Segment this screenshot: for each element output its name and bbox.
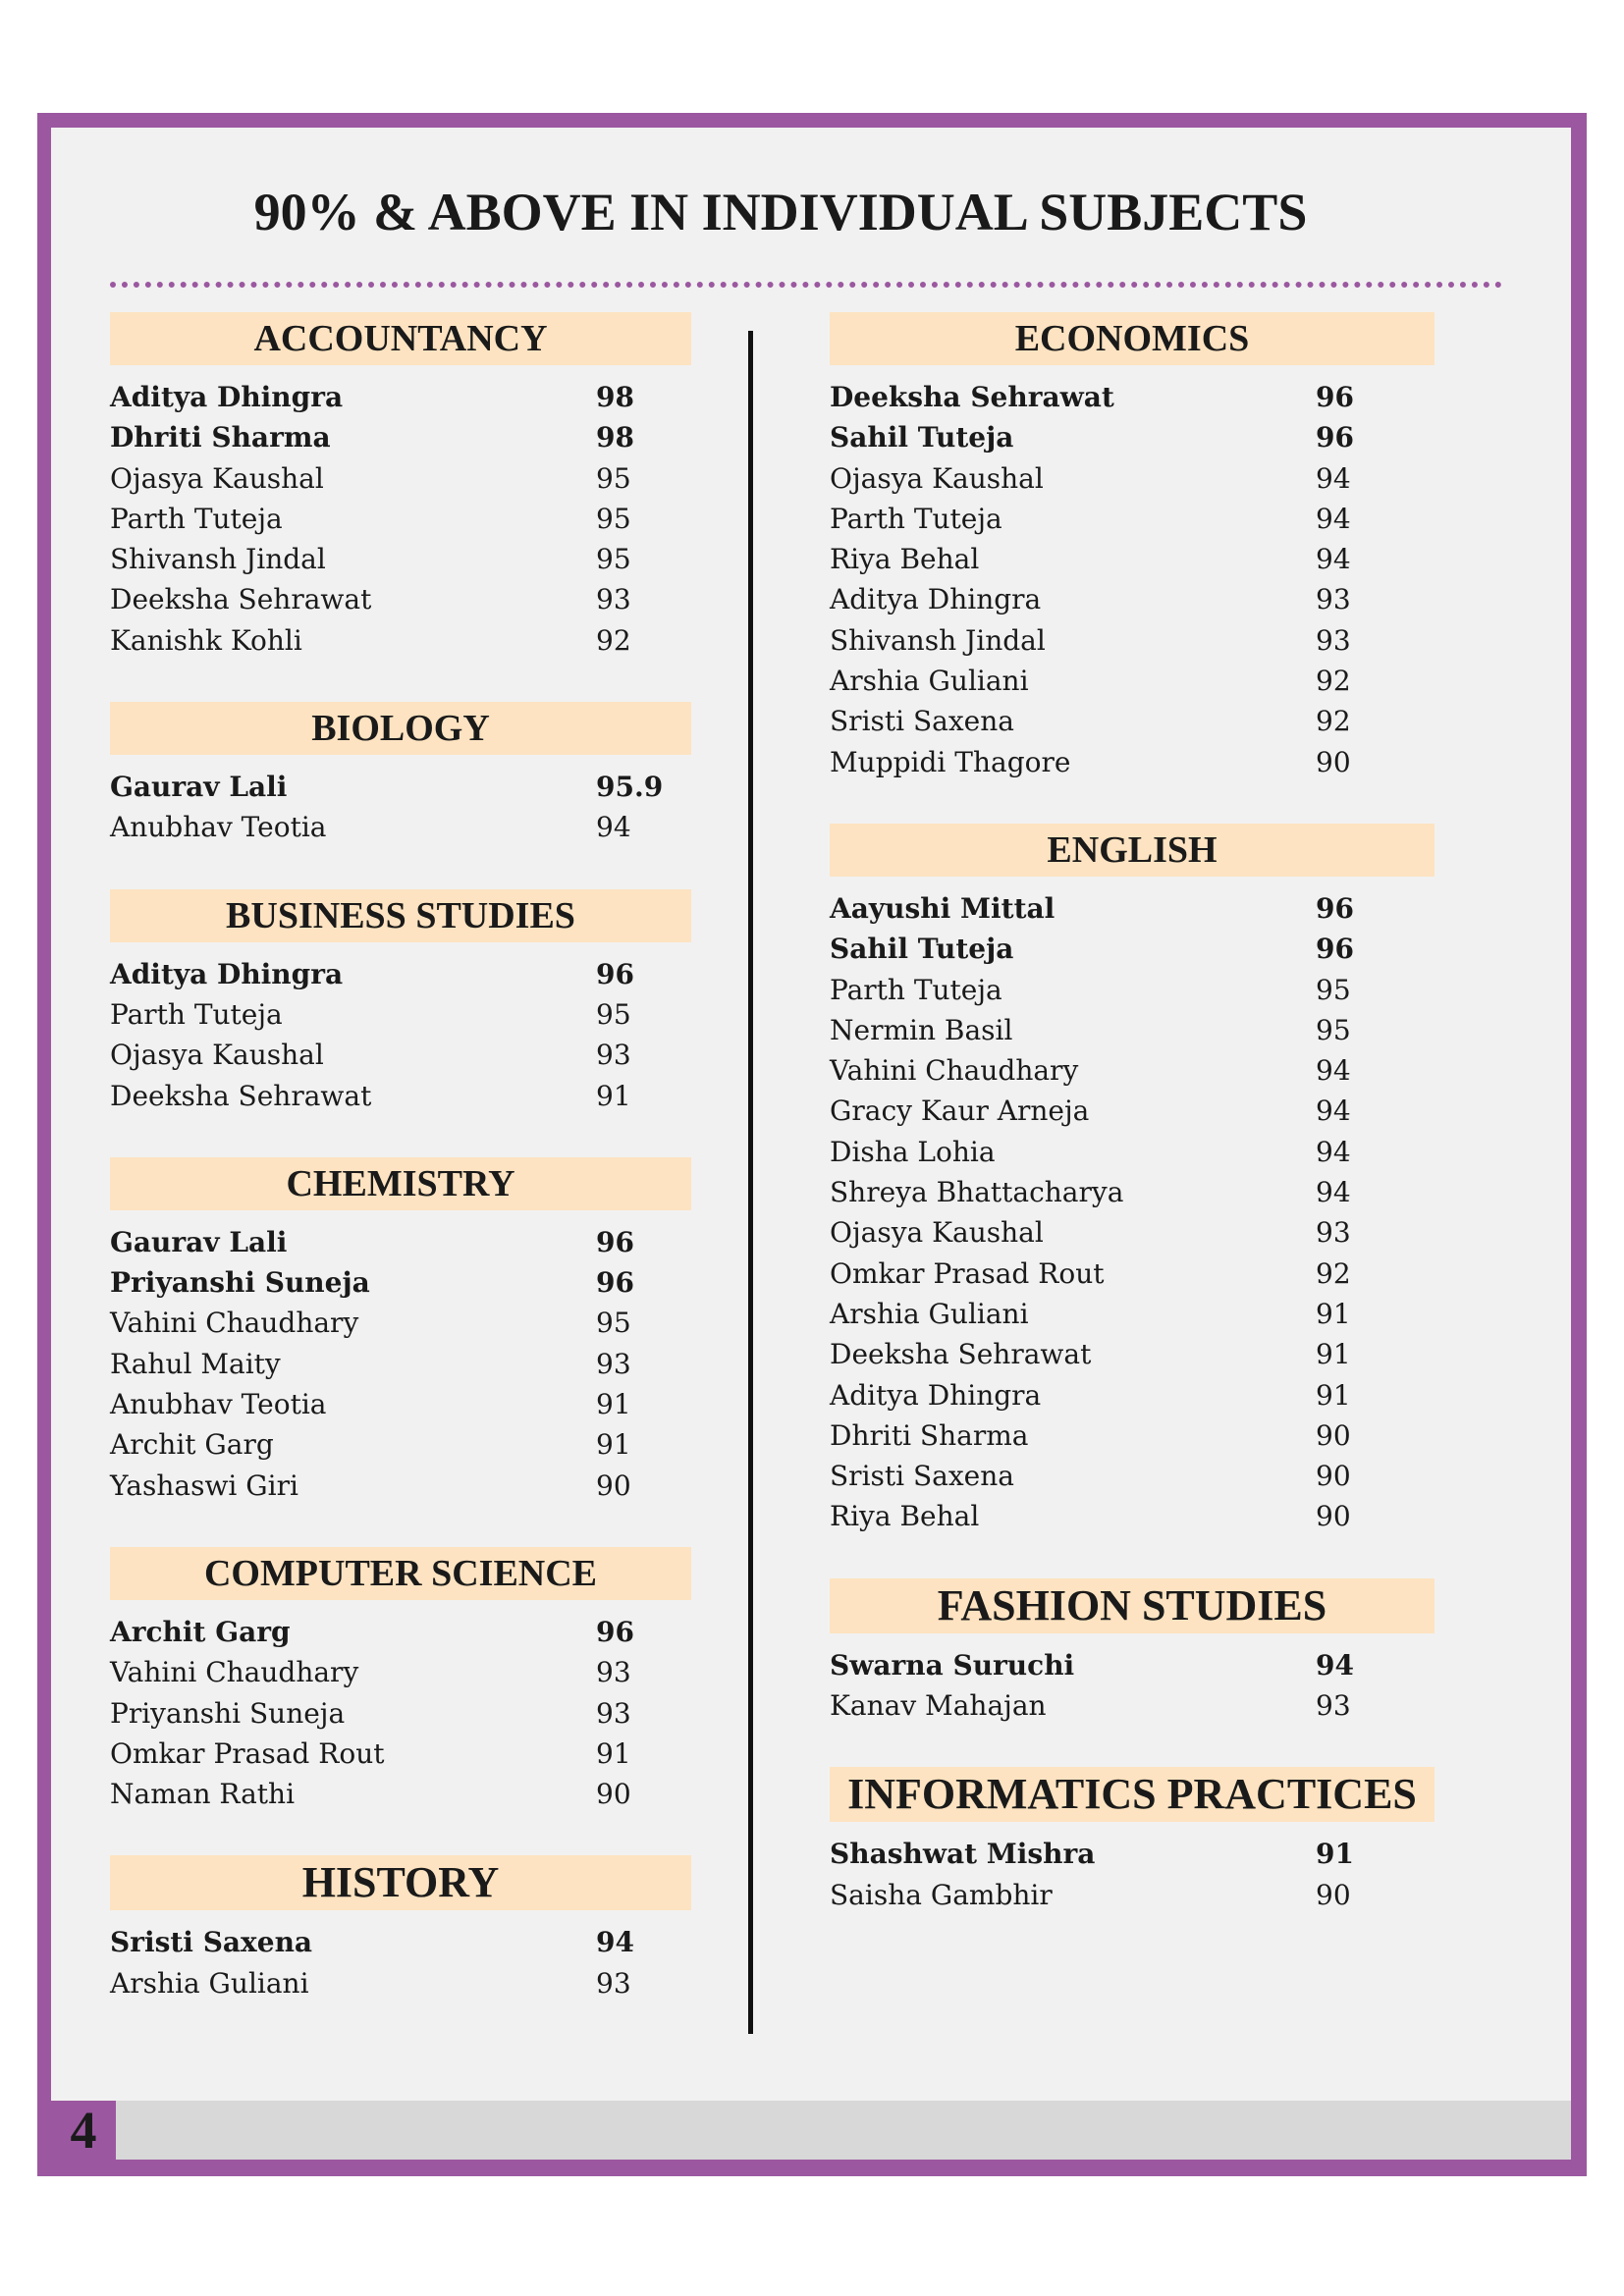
student-name: Shreya Bhattacharya: [830, 1176, 1124, 1209]
student-name: Aditya Dhingra: [830, 583, 1042, 616]
student-score: 94: [1316, 461, 1351, 495]
student-row: [110, 954, 691, 994]
student-name: Sristi Saxena: [830, 705, 1014, 738]
student-score: 96: [1316, 933, 1354, 966]
student-row: [830, 458, 1435, 499]
student-row: [110, 994, 691, 1035]
student-score: 91: [1316, 1838, 1354, 1871]
student-row: [110, 1262, 691, 1303]
student-name: Muppidi Thagore: [830, 745, 1071, 778]
student-row: [830, 1415, 1435, 1456]
student-score: 93: [596, 1696, 631, 1730]
student-name: Naman Rathi: [110, 1778, 296, 1811]
footer-bar: [51, 2101, 1571, 2160]
student-score: 93: [1316, 1689, 1351, 1723]
student-name: Dhriti Sharma: [110, 421, 331, 454]
student-name: Riya Behal: [830, 543, 980, 576]
student-score: 96: [596, 1266, 634, 1300]
student-row: [830, 1050, 1435, 1091]
student-row: [830, 1375, 1435, 1415]
student-score: 90: [1316, 1418, 1351, 1452]
subject-section: [830, 312, 1435, 782]
subject-header: ACCOUNTANCY: [110, 312, 691, 365]
student-score: 95: [596, 997, 631, 1031]
student-name: Parth Tuteja: [830, 973, 1002, 1006]
student-name: Aditya Dhingra: [110, 381, 344, 413]
student-row: [110, 1652, 691, 1692]
student-name: Kanishk Kohli: [110, 623, 302, 657]
student-score: 96: [1316, 421, 1354, 454]
student-score: 98: [596, 421, 634, 454]
student-row: [110, 1922, 691, 1962]
student-score: 91: [1316, 1378, 1351, 1412]
student-score: 90: [1316, 1500, 1351, 1533]
student-score: 92: [1316, 1256, 1351, 1290]
student-name: Shivansh Jindal: [830, 623, 1046, 657]
student-row: [110, 417, 691, 457]
student-row: [110, 458, 691, 499]
subject-section: [110, 702, 691, 848]
student-score: 91: [1316, 1297, 1351, 1330]
student-row: [830, 1875, 1435, 1915]
student-row: [110, 1424, 691, 1465]
student-name: Ojasya Kaushal: [110, 1039, 324, 1072]
student-row: [110, 620, 691, 661]
student-row: [830, 539, 1435, 579]
student-row: [830, 499, 1435, 539]
student-name: Vahini Chaudhary: [110, 1656, 359, 1689]
subject-section: [110, 1547, 691, 1814]
student-score: 91: [596, 1428, 631, 1462]
student-score: 95: [1316, 973, 1351, 1006]
student-name: Priyanshi Suneja: [110, 1266, 370, 1300]
right-column: [830, 312, 1435, 1956]
left-column: [110, 312, 691, 2045]
student-score: 95: [596, 1307, 631, 1340]
subject-header: ECONOMICS: [830, 312, 1435, 365]
student-row: [110, 1344, 691, 1384]
subject-header: BUSINESS STUDIES: [110, 889, 691, 942]
student-name: Arshia Guliani: [830, 665, 1029, 698]
student-score: 94: [596, 811, 631, 844]
student-row: [830, 620, 1435, 661]
subject-section: [830, 1578, 1435, 1727]
student-row: [830, 579, 1435, 619]
student-name: Aditya Dhingra: [110, 957, 344, 990]
student-score: 96: [1316, 381, 1354, 413]
subject-section: [830, 1767, 1435, 1915]
student-score: 93: [596, 1966, 631, 2000]
student-name: Vahini Chaudhary: [830, 1054, 1079, 1088]
student-name: Parth Tuteja: [110, 997, 283, 1031]
subject-section: [110, 1855, 691, 2003]
student-score: 93: [1316, 1216, 1351, 1250]
student-name: Archit Garg: [110, 1428, 274, 1462]
student-score: 95.9: [596, 771, 664, 804]
student-name: Gaurav Lali: [110, 1225, 288, 1258]
student-row: [110, 1035, 691, 1075]
student-row: [830, 1010, 1435, 1050]
student-score: 92: [1316, 705, 1351, 738]
student-row: [830, 1091, 1435, 1131]
student-name: Yashaswi Giri: [110, 1468, 298, 1502]
student-name: Parth Tuteja: [110, 502, 283, 535]
student-score: 94: [1316, 1054, 1351, 1088]
student-score: 92: [1316, 665, 1351, 698]
student-row: [830, 742, 1435, 782]
student-score: 93: [596, 1656, 631, 1689]
student-row: [830, 1685, 1435, 1726]
student-name: Anubhav Teotia: [110, 1388, 327, 1421]
student-score: 95: [596, 543, 631, 576]
student-row: [110, 807, 691, 847]
student-name: Vahini Chaudhary: [110, 1307, 359, 1340]
student-name: Priyanshi Suneja: [110, 1696, 346, 1730]
student-row: [110, 539, 691, 579]
subject-header: INFORMATICS PRACTICES: [830, 1767, 1435, 1822]
subject-section: [110, 889, 691, 1116]
student-row: [110, 377, 691, 417]
student-row: [830, 970, 1435, 1010]
student-name: Shivansh Jindal: [110, 543, 326, 576]
subject-header: HISTORY: [110, 1855, 691, 1910]
subject-header: FASHION STUDIES: [830, 1578, 1435, 1633]
student-name: Riya Behal: [830, 1500, 980, 1533]
student-score: 90: [1316, 1460, 1351, 1493]
student-name: Omkar Prasad Rout: [110, 1736, 385, 1770]
student-score: 96: [1316, 891, 1354, 925]
student-row: [830, 1496, 1435, 1536]
student-name: Deeksha Sehrawat: [830, 1338, 1092, 1371]
student-name: Archit Garg: [110, 1615, 291, 1648]
student-row: [110, 579, 691, 619]
student-name: Ojasya Kaushal: [830, 1216, 1044, 1250]
student-score: 92: [596, 623, 631, 657]
student-row: [110, 1693, 691, 1734]
student-row: [830, 1456, 1435, 1496]
student-row: [830, 661, 1435, 701]
student-row: [830, 929, 1435, 969]
student-score: 93: [1316, 623, 1351, 657]
student-name: Gaurav Lali: [110, 771, 288, 804]
student-score: 93: [596, 1347, 631, 1380]
subject-section: [830, 824, 1435, 1537]
subject-header: CHEMISTRY: [110, 1157, 691, 1210]
student-row: [110, 1466, 691, 1506]
student-score: 94: [1316, 1095, 1351, 1128]
student-score: 93: [596, 1039, 631, 1072]
student-score: 91: [596, 1388, 631, 1421]
subject-header: ENGLISH: [830, 824, 1435, 877]
student-score: 98: [596, 381, 634, 413]
student-score: 94: [596, 1926, 634, 1959]
student-row: [110, 1774, 691, 1814]
student-name: Sahil Tuteja: [830, 933, 1014, 966]
student-score: 94: [1316, 1135, 1351, 1168]
student-row: [830, 417, 1435, 457]
student-row: [830, 1834, 1435, 1874]
student-name: Parth Tuteja: [830, 502, 1002, 535]
student-name: Deeksha Sehrawat: [110, 1079, 372, 1112]
student-row: [830, 1334, 1435, 1374]
student-name: Ojasya Kaushal: [110, 461, 324, 495]
column-divider: [748, 331, 753, 2034]
student-row: [110, 499, 691, 539]
student-name: Rahul Maity: [110, 1347, 281, 1380]
student-row: [830, 1172, 1435, 1212]
student-name: Arshia Guliani: [830, 1297, 1029, 1330]
student-row: [830, 1132, 1435, 1172]
student-name: Dhriti Sharma: [830, 1418, 1029, 1452]
student-score: 96: [596, 1615, 634, 1648]
student-name: Sristi Saxena: [830, 1460, 1014, 1493]
student-score: 95: [596, 461, 631, 495]
student-name: Swarna Suruchi: [830, 1648, 1075, 1682]
student-name: Deeksha Sehrawat: [110, 583, 372, 616]
student-score: 90: [596, 1468, 631, 1502]
student-name: Anubhav Teotia: [110, 811, 327, 844]
subject-header: COMPUTER SCIENCE: [110, 1547, 691, 1600]
student-name: Kanav Mahajan: [830, 1689, 1047, 1723]
subject-section: [110, 312, 691, 661]
student-score: 93: [596, 583, 631, 616]
student-name: Aditya Dhingra: [830, 1378, 1042, 1412]
student-score: 90: [1316, 1878, 1351, 1911]
student-score: 95: [596, 502, 631, 535]
student-score: 90: [596, 1778, 631, 1811]
subject-header: BIOLOGY: [110, 702, 691, 755]
subject-section: [110, 1157, 691, 1506]
student-row: [830, 1212, 1435, 1253]
student-score: 90: [1316, 745, 1351, 778]
page-number: 4: [51, 2101, 116, 2160]
student-score: 91: [596, 1736, 631, 1770]
student-row: [830, 888, 1435, 929]
student-name: Sristi Saxena: [110, 1926, 313, 1959]
student-row: [110, 1612, 691, 1652]
student-row: [830, 377, 1435, 417]
student-name: Ojasya Kaushal: [830, 461, 1044, 495]
student-name: Deeksha Sehrawat: [830, 381, 1114, 413]
student-row: [830, 701, 1435, 741]
student-name: Gracy Kaur Arneja: [830, 1095, 1090, 1128]
student-row: [110, 1963, 691, 2003]
student-score: 93: [1316, 583, 1351, 616]
student-score: 96: [596, 957, 634, 990]
student-score: 91: [596, 1079, 631, 1112]
student-name: Omkar Prasad Rout: [830, 1256, 1105, 1290]
student-row: [110, 767, 691, 807]
student-name: Saisha Gambhir: [830, 1878, 1053, 1911]
student-row: [830, 1645, 1435, 1685]
dotted-divider: [110, 282, 1502, 288]
student-name: Arshia Guliani: [110, 1966, 309, 2000]
student-row: [830, 1294, 1435, 1334]
page-title: 90% & ABOVE IN INDIVIDUAL SUBJECTS: [253, 183, 1308, 241]
student-score: 94: [1316, 543, 1351, 576]
student-name: Aayushi Mittal: [830, 891, 1056, 925]
student-name: Nermin Basil: [830, 1013, 1013, 1046]
student-name: Sahil Tuteja: [830, 421, 1014, 454]
student-name: Shashwat Mishra: [830, 1838, 1096, 1871]
student-name: Disha Lohia: [830, 1135, 996, 1168]
student-row: [110, 1303, 691, 1343]
student-row: [110, 1734, 691, 1774]
student-row: [830, 1254, 1435, 1294]
student-row: [110, 1076, 691, 1116]
student-score: 96: [596, 1225, 634, 1258]
student-row: [110, 1384, 691, 1424]
student-score: 94: [1316, 1176, 1351, 1209]
student-score: 91: [1316, 1338, 1351, 1371]
student-score: 94: [1316, 1648, 1354, 1682]
student-score: 95: [1316, 1013, 1351, 1046]
student-row: [110, 1222, 691, 1262]
student-score: 94: [1316, 502, 1351, 535]
